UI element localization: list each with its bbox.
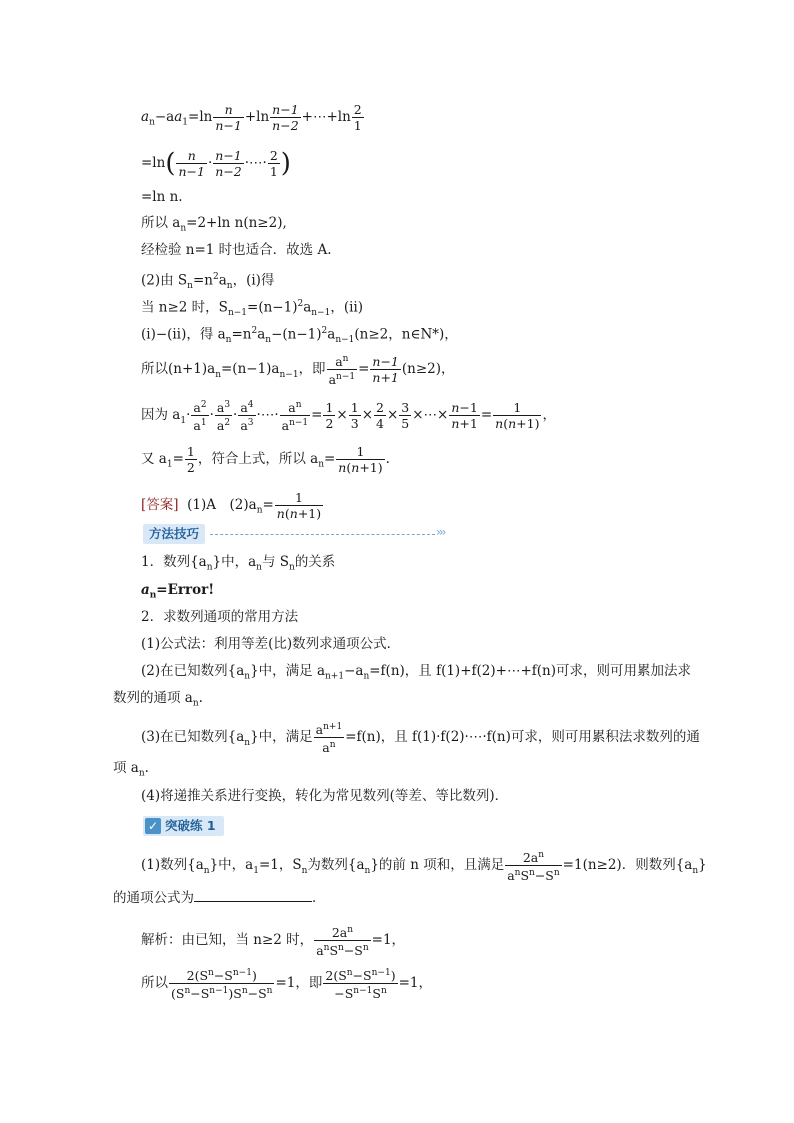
solution-line-2: =ln( $\frac{n}{n-1}$ · $\frac{n-1}{n-2}$ ·⋯· $\frac{2}{1}$ ): [141, 148, 291, 179]
method-p2: $a_n=Error$!: [141, 582, 215, 601]
fraction: $\frac{n-1}{n-2}$: [272, 102, 299, 133]
practice-q1: (1)数列$\{a_n\}$中，$a_1=1$，$S_n$为数列$\{a_n\}$的前 n 项和，且满足 $\frac{2a^n}{a^nS^n-S^n}$ =1(n≥2)．则数列$\{a_n\}$: [141, 850, 707, 884]
solution-line-9: 所以$(n+1)a_n=(n-1)a_{n-1}$，即 $\frac{a^n}{a^{n-1}}$ = $\frac{n-1}{n+1}$ (n≥2)，: [141, 354, 455, 388]
solution-line-1: $a_n-aa_1=\ln$ $\frac{n}{n-1}$ +ln $\frac{n-1}{n-2}$ +⋯+ln $\frac{2}{1}$: [141, 102, 362, 133]
solution-line-5: 经检验 n=1 时也适合．故选 A.: [141, 242, 332, 258]
arrows-icon: ›››: [436, 525, 445, 539]
solution-line-7: 当 n≥2 时，$S_{n-1}=(n-1)^2a_{n-1}$，(ⅱ): [141, 299, 364, 319]
practice-badge-label: 突破练 1: [165, 818, 216, 833]
method-p4: (1)公式法：利用等差(比)数列求通项公式．: [141, 636, 401, 652]
solution-line-3: =ln n.: [141, 189, 183, 205]
method-p9: (4)将递推关系进行变换，转化为常见数列(等差、等比数列)．: [141, 788, 509, 804]
solution-line-11: 又 $a_1=$ $\frac{1}{2}$ ，符合上式，所以 $a_n=$ $\frac{1}{n(n+1)}$ .: [141, 444, 390, 475]
method-p8: 项 $a_n$.: [113, 760, 149, 779]
fraction: $\frac{n}{n-1}$: [215, 102, 242, 133]
divider: [210, 534, 435, 535]
answer-tag: [答案]: [141, 497, 179, 513]
practice-q2: 的通项公式为 ．: [113, 890, 326, 906]
solution-line-6: (2)由 $S_n=n^2a_n$，(ⅰ)得: [141, 272, 275, 292]
method-p5: (2)在已知数列$\{a_n\}$中，满足 $a_{n+1}-a_n=f(n)$，且 f(1)+f(2)+⋯+f(n)可求，则可用累加法求: [141, 663, 691, 682]
method-p6: 数列的通项 $a_n$.: [113, 690, 203, 709]
method-p7: (3)在已知数列$\{a_n\}$中，满足 $\frac{a^{n+1}}{a^n}$ =f(n)，且 f(1)·f(2)·⋯·f(n)可求，则可用累积法求数列的通: [141, 722, 700, 756]
solution-line-4: 所以 $a_n=2+\ln$ n(n≥2),: [141, 215, 287, 234]
check-icon: ✓: [145, 818, 161, 834]
answer-line: [答案] (1)A $(2)a_n=$ $\frac{1}{n(n+1)}$: [141, 490, 322, 521]
practice-badge: [143, 816, 224, 836]
practice-s1: 解析：由已知，当 n≥2 时， $\frac{2a^n}{a^nS^n-S^n}$ =1，: [141, 925, 406, 959]
method-p3: 2．求数列通项的常用方法: [141, 609, 299, 625]
solution-line-10: 因为 $a_1\cdot$ $\frac{a^2}{a^1}$ · $\frac{a^3}{a^2}$ · $\frac{a^4}{a^3}$ ·⋯· $\frac{a^n}{a^{n-1}}$ = $\frac{1}{2}$ × $\frac{1}{3}$ × $\frac{2}{4}$ × $\frac{3}{5}$ ×⋯× $\frac{n-1}{n+1}$ = $\frac{1}{n(n+1)}$ ，: [141, 400, 556, 434]
solution-line-8: (ⅰ)−(ⅱ)，得 $a_n=n^2a_n-(n-1)^2a_{n-1}(n\ge 2$，n∈N*)，: [141, 326, 458, 346]
answer-blank[interactable]: [194, 889, 312, 902]
method-tips-badge: 方法技巧: [143, 524, 205, 544]
practice-s2: 所以 $\frac{2(S^n-S^{n-1})}{(S^n-S^{n-1})S^n-S^n}$ =1，即 $\frac{2(S^n-S^{n-1})}{-S^{n-1}S^n}$ =1，: [141, 968, 432, 1002]
method-p1: 1．数列$\{a_n\}$中，$a_n$与 $S_n$的关系: [141, 554, 336, 573]
fraction: $\frac{2}{1}$: [353, 102, 362, 133]
